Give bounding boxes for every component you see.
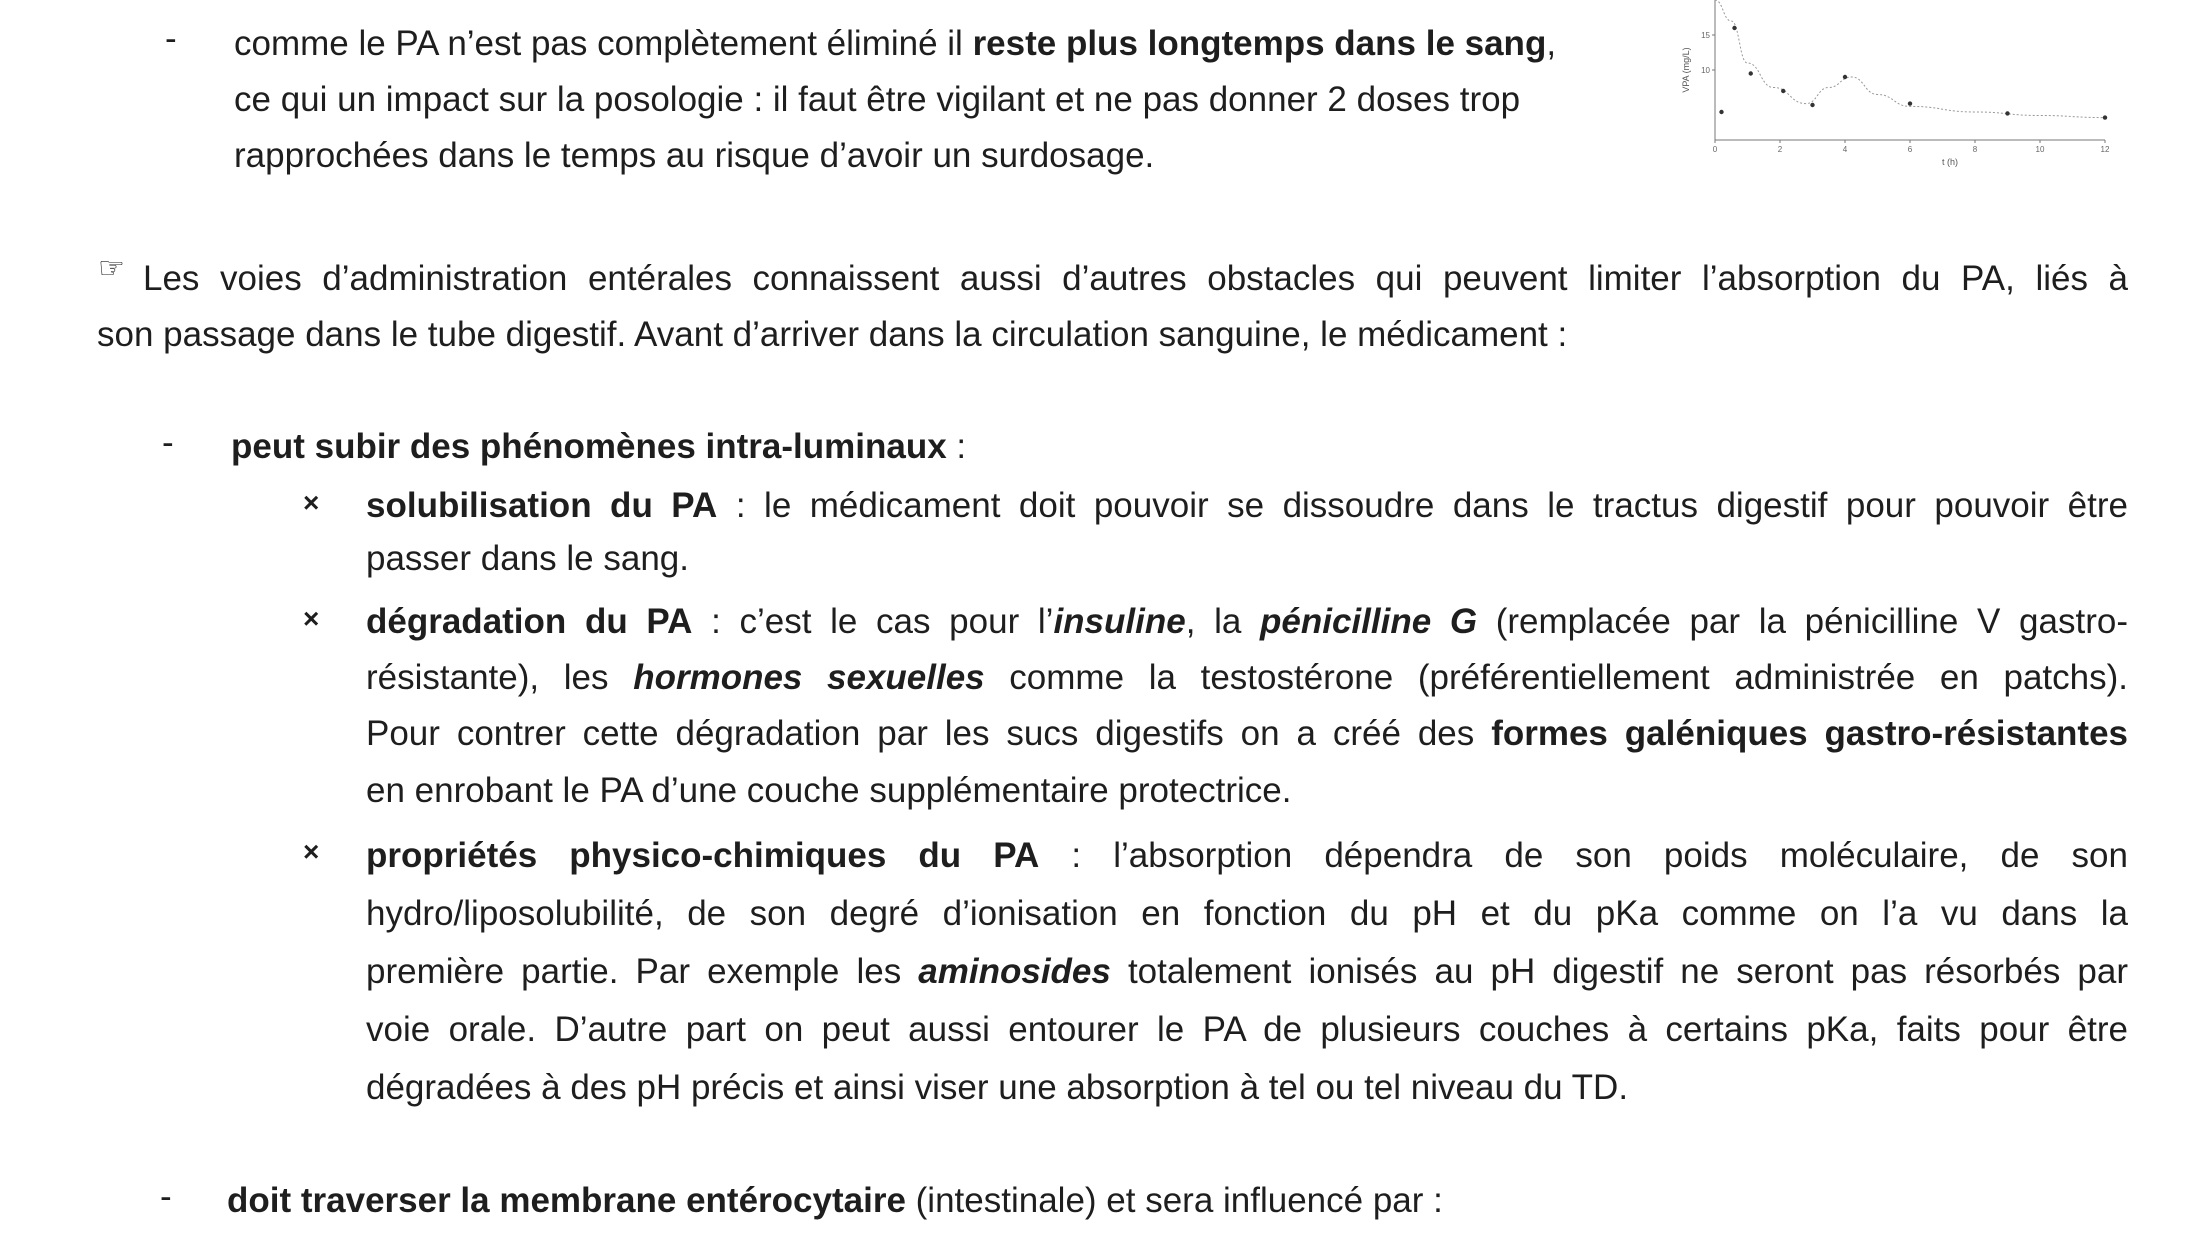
list-dash: -	[160, 1177, 172, 1216]
bold-italic-text: pénicilline G	[1260, 602, 1478, 641]
pointing-hand-icon: ☞	[98, 252, 125, 285]
chart-x-tick-label: 6	[1907, 145, 1913, 154]
text-run: totalement ionisés au pH digestif ne seront pas résorbés par	[1110, 952, 2128, 991]
cross-bullet-icon: ×	[303, 487, 320, 518]
list-dash: -	[162, 423, 174, 462]
chart-data-point	[2103, 115, 2107, 119]
chart-points	[1719, 26, 2107, 120]
text-run: ,	[1546, 24, 1557, 63]
paragraph-line: dégradées à des pH précis et ainsi viser une absorption à tel ou tel niveau du TD.	[366, 1068, 1629, 1107]
list-dash: -	[165, 19, 177, 58]
cross-bullet-icon: ×	[303, 603, 320, 634]
intro-line-2: son passage dans le tube digestif. Avant d’arriver dans la circulation sanguine, le médicament :	[97, 315, 1568, 354]
bold-italic-text: insuline	[1053, 602, 1186, 641]
chart-data-point	[1843, 75, 1847, 79]
concentration-time-chart	[1675, 0, 2125, 175]
chart-ticks	[1701, 31, 2110, 154]
bold-text: peut subir des phénomènes intra-luminaux	[231, 427, 947, 466]
text-run: : le médicament doit pouvoir se dissoudre dans le tractus digestif pour pouvoir être	[717, 486, 2128, 525]
chart-y-tick-label: 10	[1701, 66, 1710, 75]
text-run: : c’est le cas pour l’	[692, 602, 1054, 641]
text-run: (remplacée par la pénicilline V gastro-	[1477, 602, 2128, 641]
paragraph-line: en enrobant le PA d’une couche supplémentaire protectrice.	[366, 771, 1292, 810]
text-run: Pour contrer cette dégradation par les sucs digestifs on a créé des	[366, 714, 1492, 753]
bold-text: dégradation du PA	[366, 602, 693, 641]
chart-x-tick-label: 8	[1972, 145, 1978, 154]
chart-x-tick-label: 12	[2100, 145, 2110, 154]
chart-data-point	[1732, 26, 1736, 30]
chart-y-axis-label: VPA (mg/L)	[1681, 47, 1691, 93]
paragraph-line	[366, 943, 2128, 1000]
text-run: :	[946, 427, 967, 466]
chart-curve	[1715, 0, 2105, 118]
paragraph-line	[366, 649, 2128, 706]
paragraph-line	[234, 15, 1556, 72]
paragraph-line: ce qui un impact sur la posologie : il faut être vigilant et ne pas donner 2 doses trop	[234, 80, 1521, 119]
text-run: première partie. Par exemple les	[366, 952, 919, 991]
paragraph-line: hydro/liposolubilité, de son degré d’ionisation en fonction du pH et du pKa comme on l’a vu dans la	[366, 894, 2128, 933]
bold-text: reste plus longtemps dans le sang	[972, 24, 1547, 63]
chart-series-line	[1715, 0, 2105, 118]
section-heading	[227, 1172, 1443, 1229]
paragraph-line: passer dans le sang.	[366, 539, 689, 578]
text-run: comme la testostérone (préférentiellement administrée en patchs).	[984, 658, 2128, 697]
section-heading	[231, 418, 966, 475]
paragraph-line: rapprochées dans le temps au risque d’avoir un surdosage.	[234, 136, 1155, 175]
paragraph-line	[366, 477, 2128, 534]
chart-data-point	[1908, 101, 1912, 105]
bold-italic-text: aminosides	[918, 952, 1111, 991]
chart-data-point	[1749, 71, 1753, 75]
paragraph-line	[366, 827, 2128, 884]
bold-text: solubilisation du PA	[366, 486, 718, 525]
text-run: résistante), les	[366, 658, 634, 697]
text-run: , la	[1185, 602, 1261, 641]
chart-data-point	[1810, 103, 1814, 107]
chart-y-tick-label: 15	[1701, 31, 1710, 40]
cross-bullet-icon: ×	[303, 836, 320, 867]
intro-line-1: Les voies d’administration entérales connaissent aussi d’autres obstacles qui peuvent limiter l’absorption du PA, liés à	[143, 259, 2128, 298]
paragraph-line	[366, 705, 2128, 762]
bold-text: propriétés physico-chimiques du PA	[366, 836, 1040, 875]
chart-x-tick-label: 2	[1777, 145, 1783, 154]
chart-data-point	[2005, 111, 2009, 115]
chart-x-tick-label: 10	[2035, 145, 2045, 154]
text-run: (intestinale) et sera influencé par :	[905, 1181, 1443, 1220]
text-run: : l’absorption dépendra de son poids moléculaire, de son	[1039, 836, 2128, 875]
chart-data-point	[1719, 110, 1723, 114]
chart-x-tick-label: 0	[1712, 145, 1718, 154]
paragraph-line: voie orale. D’autre part on peut aussi entourer le PA de plusieurs couches à certains pKa, faits pour être	[366, 1010, 2128, 1049]
paragraph-line	[366, 593, 2128, 650]
bold-text: doit traverser la membrane entérocytaire	[227, 1181, 906, 1220]
chart-data-point	[1781, 89, 1785, 93]
chart-x-axis-label: t (h)	[1941, 157, 1959, 167]
chart-axes	[1715, 0, 2105, 140]
chart-x-tick-label: 4	[1842, 145, 1848, 154]
bold-text: formes galéniques gastro-résistantes	[1491, 714, 2128, 753]
bold-italic-text: hormones sexuelles	[633, 658, 985, 697]
text-run: comme le PA n’est pas complètement éliminé il	[234, 24, 973, 63]
